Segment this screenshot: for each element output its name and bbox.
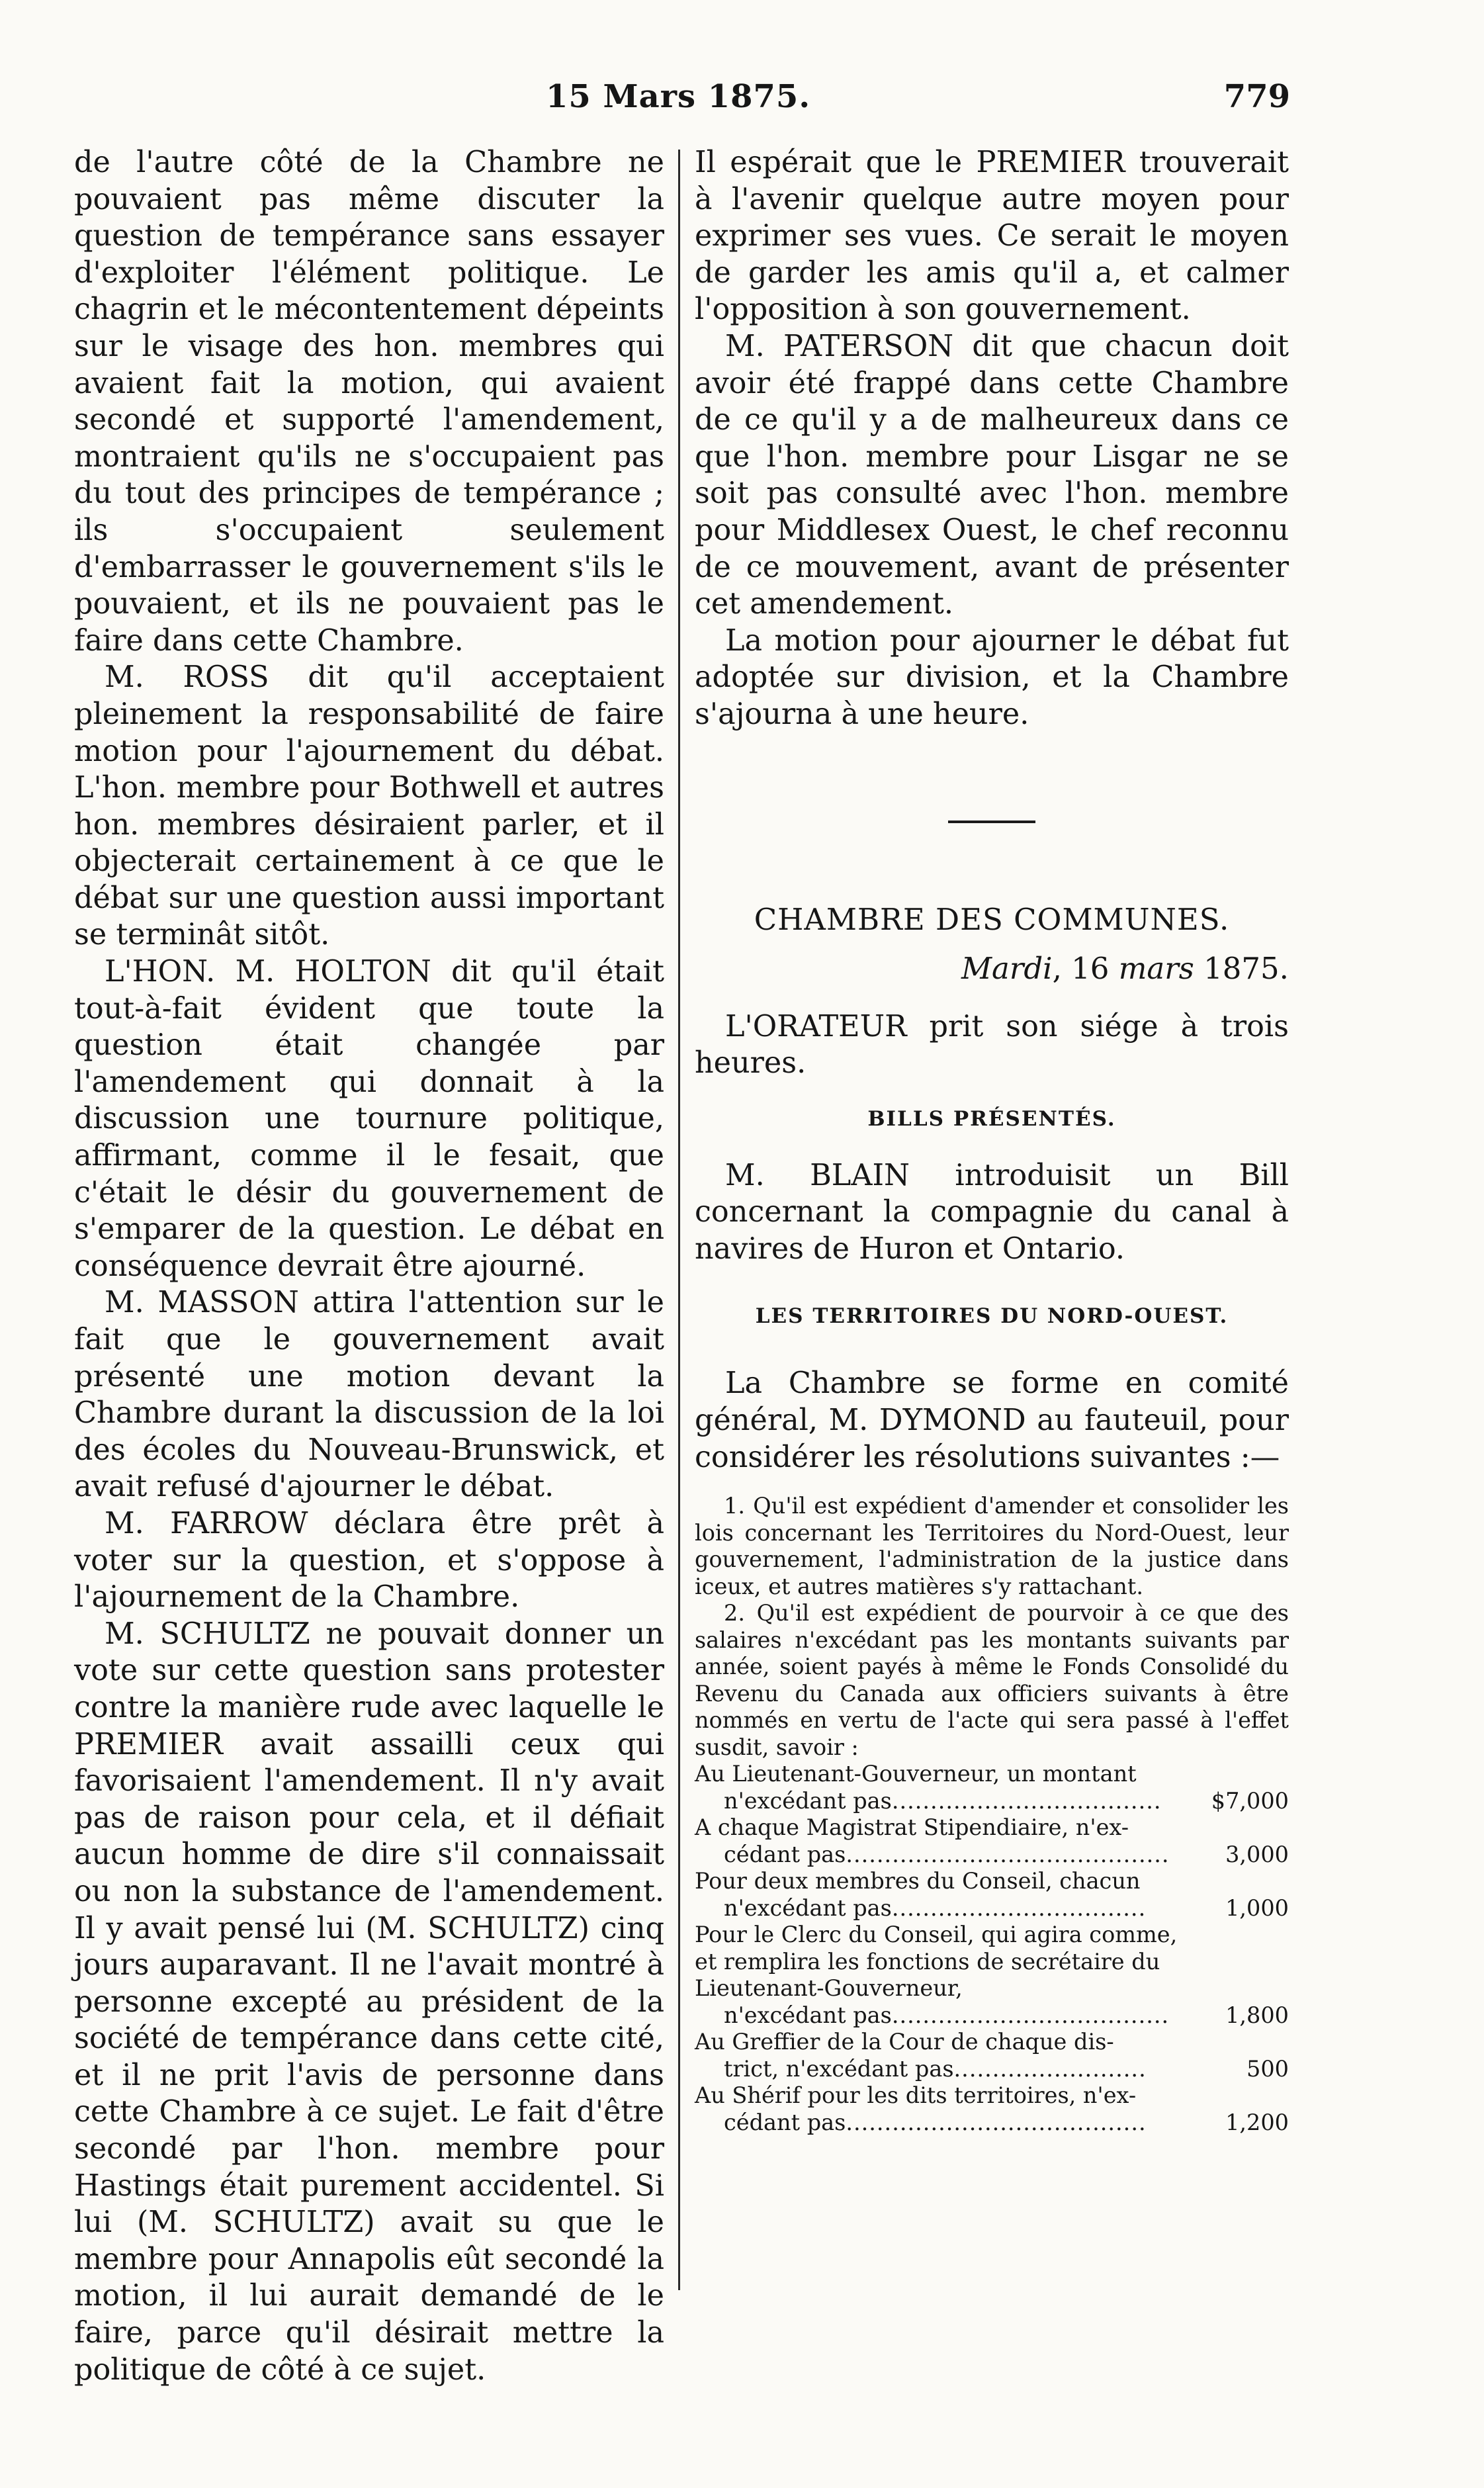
salary-office: Au Shérif pour les dits territoires, n'ex- (695, 2082, 1137, 2109)
paragraph: L'HON. M. HOLTON dit qu'il était tout-à-fait évident que toute la question était changée par l'amendement qui donnait à la discussion une tournure politique, affirmant, comme il le fesait, que c'était le désir du gouvernement de s'emparer de la question. Le débat en conséquence devrait être ajourné. (74, 955, 664, 1283)
salary-amount: $7,000 (1211, 1787, 1289, 1814)
salary-qualifier: n'excédant pas (724, 2002, 892, 2028)
date-day: , 16 (1052, 950, 1119, 986)
column-divider (678, 150, 680, 2290)
header-date: 15 Mars 1875. (545, 78, 811, 115)
salary-row: A chaque Magistrat Stipendiaire, n'ex- cédant pas.......................................... 3,000 (695, 1814, 1289, 1867)
salary-office: Au Lieutenant-Gouverneur, un montant (695, 1761, 1137, 1787)
salary-row: Pour deux membres du Conseil, chacun n'excédant pas................................. 1,000 (695, 1868, 1289, 1921)
date-weekday: Mardi (961, 950, 1053, 986)
left-column (74, 144, 664, 2388)
chamber-title: CHAMBRE DES COMMUNES. (754, 901, 1230, 937)
salary-qualifier: cédant pas (724, 1841, 846, 1867)
salary-qualifier: n'excédant pas (724, 1894, 892, 1921)
section-heading-territories: LES TERRITOIRES DU NORD-OUEST. (755, 1304, 1229, 1329)
salary-row: Au Lieutenant-Gouverneur, un montant n'excédant pas................................... $7,000 (695, 1761, 1289, 1814)
paragraph: M. MASSON attira l'attention sur le fait que le gouvernement avait présenté une motion devant la Chambre durant la discussion de la loi des écoles du Nouveau-Brunswick, et avait refusé d'ajourner le débat. (74, 1286, 664, 1504)
right-column (695, 144, 1289, 2136)
paragraph: M. SCHULTZ ne pouvait donner un vote sur cette question sans protester contre la manière rude avec laquelle le PREMIER avait assailli ceux qui favorisaient l'amendement. Il n'y avait pas de raison pour cela, et il défiait aucun homme de dire s'il connaissait ou non la substance de l'amendement. Il y avait pensé lui (M. SCHULTZ) cinq jours auparavant. Il ne l'avait montré à personne excepté au président de la société de tempérance dans cette cité, et il ne prit l'avis de personne dans cette Chambre à ce sujet. Le fait d'être secondé par l'hon. membre pour Hastings était purement accidentel. Si lui (M. SCHULTZ) avait su que le membre pour Annapolis eût secondé la motion, il lui aurait demandé de le faire, parce qu'il désirait mettre la politique de côté à ce sujet. (74, 1617, 664, 2387)
salary-amount: 1,000 (1225, 1894, 1289, 1921)
speaker-paragraph: L'ORATEUR prit son siége à trois heures. (695, 1009, 1289, 1081)
date-year: 1875. (1194, 950, 1289, 986)
salary-qualifier: cédant pas (724, 2109, 846, 2135)
session-date (695, 950, 1289, 987)
salary-row: Au Greffier de la Cour de chaque dis- trict, n'excédant pas......................... 500 (695, 2029, 1289, 2082)
salary-amount: 1,200 (1225, 2109, 1289, 2135)
committee-paragraph: La Chambre se forme en comité général, M. DYMOND au fauteuil, pour considérer les résolutions suivantes :— (695, 1366, 1289, 1474)
salary-amount: 3,000 (1225, 1841, 1289, 1867)
salary-office: A chaque Magistrat Stipendiaire, n'ex- (695, 1814, 1129, 1841)
paragraph: La motion pour ajourner le débat fut adoptée sur division, et la Chambre s'ajourna à une heure. (695, 623, 1289, 731)
bill-paragraph: M. BLAIN introduisit un Bill concernant la compagnie du canal à navires de Huron et Ontario. (695, 1158, 1289, 1266)
salary-amount: 500 (1246, 2055, 1289, 2082)
paragraph: M. ROSS dit qu'il acceptaient pleinement la responsabilité de faire motion pour l'ajournement du débat. L'hon. membre pour Bothwell et autres hon. membres désiraient parler, et il objecterait certainement à ce que le débat sur une question aussi important se terminât sitôt. (74, 660, 664, 952)
section-divider (948, 821, 1035, 823)
salary-office: Pour le Clerc du Conseil, qui agira comme, et remplira les fonctions de secrétaire du Lieutenant-Gouverneur, (695, 1922, 1178, 2002)
section-heading-bills: BILLS PRÉSENTÉS. (867, 1106, 1116, 1131)
paragraph: de l'autre côté de la Chambre ne pouvaient pas même discuter la question de tempérance sans essayer d'exploiter l'élément politique. Le chagrin et le mécontentement dépeints sur le visage des hon. membres qui avaient fait la motion, qui avaient secondé et supporté l'amendement, montraient qu'ils ne s'occupaient pas du tout des principes de tempérance ; ils s'occupaient seulement d'embarrasser le gouvernement s'ils le pouvaient, et ils ne pouvaient pas le faire dans cette Chambre. (74, 146, 664, 658)
salary-qualifier: trict, n'excédant pas (724, 2055, 954, 2082)
salary-office: Au Greffier de la Cour de chaque dis- (695, 2029, 1114, 2055)
salary-office: Pour deux membres du Conseil, chacun (695, 1868, 1141, 1894)
paragraph: Il espérait que le PREMIER trouverait à l'avenir quelque autre moyen pour exprimer ses vues. Ce serait le moyen de garder les amis qu'il a, et calmer l'opposition à son gouvernement. (695, 146, 1289, 327)
page-number: 779 (1223, 78, 1290, 115)
resolution-1: 1. Qu'il est expédient d'amender et consolider les lois concernant les Territoires du Nord-Ouest, leur gouvernement, l'administration de la justice dans iceux, et autres matières s'y rattachant. (695, 1493, 1289, 1599)
salary-row: Pour le Clerc du Conseil, qui agira comme, et remplira les fonctions de secrétaire du Lieutenant-Gouverneur, n'excédant pas.................................... 1,800 (695, 1922, 1289, 2028)
paragraph: M. FARROW déclara être prêt à voter sur la question, et s'oppose à l'ajournement de la Chambre. (74, 1506, 664, 1615)
salary-table (695, 1761, 1289, 2136)
salary-amount: 1,800 (1225, 2002, 1289, 2028)
salary-qualifier: n'excédant pas (724, 1787, 892, 1814)
page-header (66, 78, 1290, 131)
paragraph: M. PATERSON dit que chacun doit avoir été frappé dans cette Chambre de ce qu'il y a de malheureux dans ce que l'hon. membre pour Lisgar ne se soit pas consulté avec l'hon. membre pour Middlesex Ouest, le chef reconnu de ce mouvement, avant de présenter cet amendement. (695, 329, 1289, 621)
date-month: mars (1118, 950, 1194, 986)
resolution-2: 2. Qu'il est expédient de pourvoir à ce que des salaires n'excédant pas les montants suivants par année, soient payés à même le Fonds Consolidé du Revenu du Canada aux officiers suivants à être nommés en vertu de l'acte qui sera passé à l'effet susdit, savoir : (695, 1600, 1289, 1760)
salary-row: Au Shérif pour les dits territoires, n'ex- cédant pas....................................... 1,200 (695, 2082, 1289, 2135)
